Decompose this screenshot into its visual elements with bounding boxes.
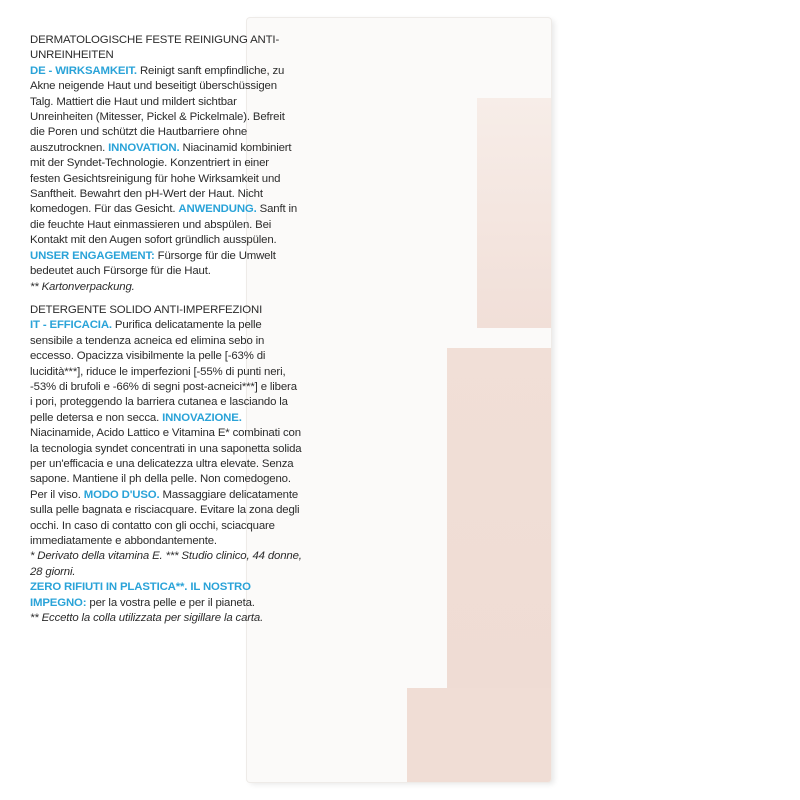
it-innovation-heading: INNOVAZIONE. [162, 411, 242, 424]
it-innovation-text: Niacinamide, Acido Lattico e Vitamina E* combinati con la tecnologia syndet concentrati in una saponetta solida per un'efficacia e una delicatezza ultra elevate. Senza sapone. Mantiene il ph della pelle. Non comedogeno. Per il viso. [30, 427, 302, 501]
german-section [30, 33, 302, 295]
it-usage-text: Massaggiare delicatamente sulla pelle bagnata e risciacquare. Evitare la zona degli occhi. In caso di contatto con gli occhi, sciacquare immediatamente e abbondantemente. [30, 488, 300, 547]
it-body [30, 318, 302, 549]
de-efficacy-heading: DE - WIRKSAMKEIT. [30, 64, 137, 77]
it-footnote-vitamin: * Derivato della vitamina E. *** Studio clinico, 44 donne, 28 giorni. [30, 550, 302, 578]
it-engagement [30, 580, 302, 611]
de-body [30, 64, 302, 249]
it-footnote-glue: ** Eccetto la colla utilizzata per sigillare la carta. [30, 612, 264, 625]
de-efficacy-text: Reinigt sanft empfindliche, zu Akne neigende Haut und beseitigt überschüssigen Talg. Mattiert die Haut und mildert sichtbar Unreinheiten (Mitesser, Pickel & Pickelmale). Befreit die Poren und schützt die Hautbarriere ohne auszutrocknen. [30, 64, 285, 154]
de-engagement-heading: UNSER ENGAGEMENT: [30, 249, 155, 262]
it-efficacy-heading: IT - EFFICACIA. [30, 319, 112, 332]
de-title: DERMATOLOGISCHE FESTE REINIGUNG ANTI-UNREINHEITEN [30, 34, 280, 62]
pink-tint-band-lower [407, 688, 551, 782]
de-innovation-heading: INNOVATION. [108, 141, 180, 154]
de-usage-text: Sanft in die feuchte Haut einmassieren und abspülen. Bei Kontakt mit den Augen sofort gründlich ausspülen. [30, 203, 298, 247]
de-engagement-text: Fürsorge für die Umwelt bedeutet auch Fürsorge für die Haut. [30, 249, 276, 278]
de-usage-heading: ANWENDUNG. [178, 203, 257, 216]
pink-tint-band-middle [447, 348, 551, 688]
it-engagement-heading: ZERO RIFIUTI IN PLASTICA**. IL NOSTRO IMPEGNO: [30, 581, 251, 609]
section-gap [30, 295, 302, 303]
it-usage-heading: MODO D'USO. [83, 488, 160, 501]
de-footnote: ** Kartonverpackung. [30, 280, 135, 293]
it-engagement-text: per la vostra pelle e per il pianeta. [86, 596, 255, 609]
ingredient-text-block [30, 33, 302, 626]
italian-section [30, 303, 302, 627]
it-efficacy-text: Purifica delicatamente la pelle sensibile a tendenza acneica ed elimina sebo in eccesso. Opacizza visibilmente la pelle [-63% di lucidità***], riduce le imperfezioni [-55% di punti neri, -53% di brufoli e -66% di segni post-acneici***] e libera i pori, proteggendo la barriera cutanea e lasciando la pelle detersa e non secca. [30, 319, 297, 424]
pink-tint-band-upper [477, 98, 551, 328]
de-engagement [30, 249, 302, 280]
it-title: DETERGENTE SOLIDO ANTI-IMPERFEZIONI [30, 303, 263, 316]
de-innovation-text: Niacinamid kombiniert mit der Syndet-Technologie. Konzentriert in einer festen Gesichtsreinigung für hohe Wirksamkeit und Sanftheit. Bewahrt den pH-Wert der Haut. Nicht komedogen. Für das Gesicht. [30, 141, 292, 216]
